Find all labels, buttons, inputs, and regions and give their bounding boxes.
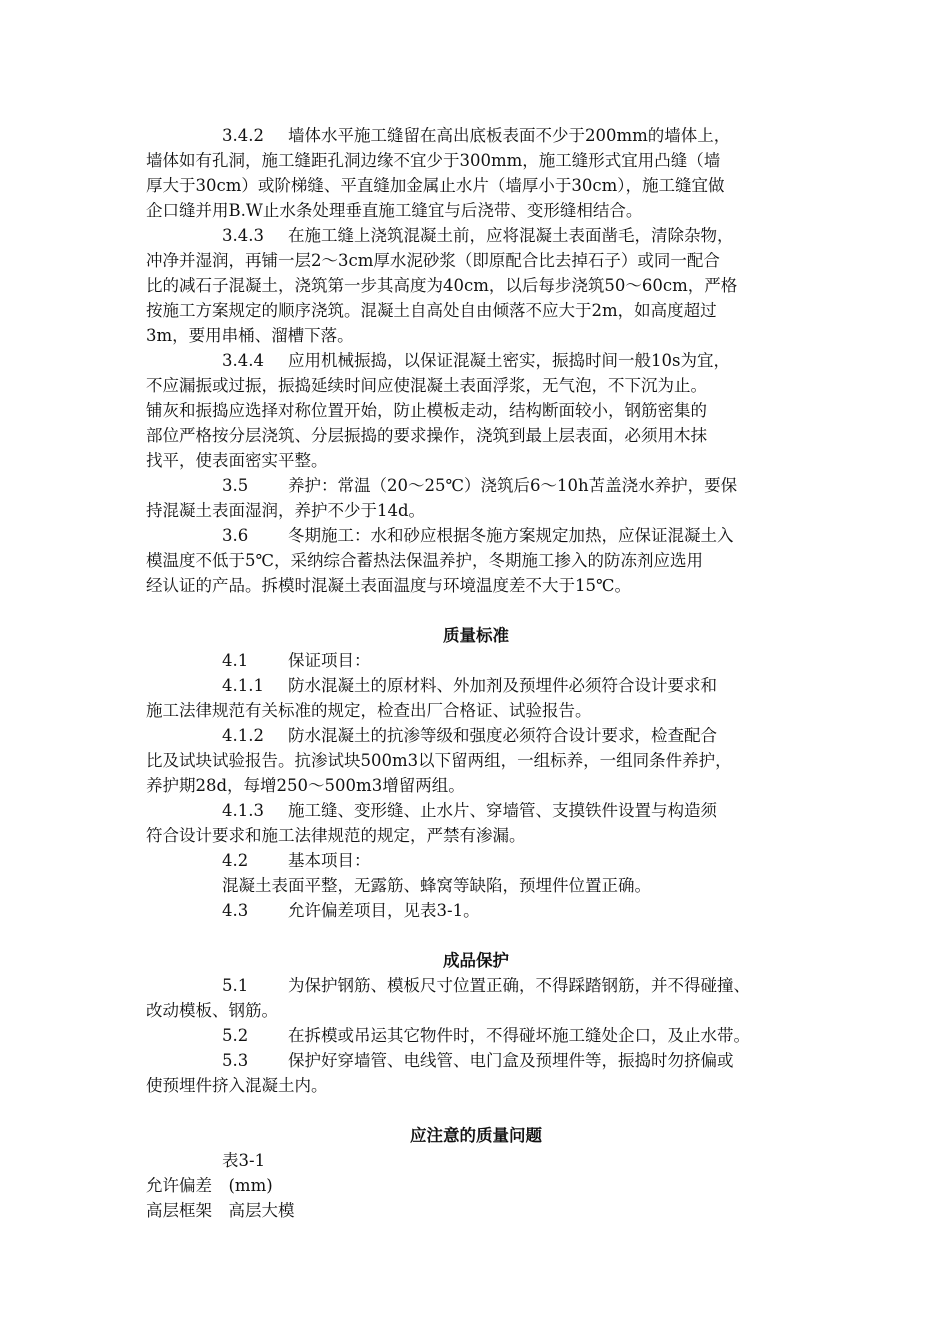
paragraph-line: 比的减石子混凝土，浇筑第一步其高度为40cm，以后每步浇筑50～60cm，严格 <box>146 276 738 295</box>
paragraph-line: 冲净并湿润，再铺一层2～3cm厚水泥砂浆（即原配合比去掉石子）或同一配合 <box>146 251 720 270</box>
paragraph-line: 比及试块试验报告。抗渗试块500m3以下留两组，一组标养，一组同条件养护， <box>146 751 732 770</box>
paragraph-line <box>222 974 750 998</box>
section-heading-quality: 质量标准 <box>443 626 509 645</box>
section-number: 4.1.3 <box>222 801 264 820</box>
paragraph-line <box>222 124 730 148</box>
paragraph-line <box>222 899 480 923</box>
paragraph-text: 应用机械振捣，以保证混凝土密实，振捣时间一般10s为宜， <box>288 351 730 370</box>
paragraph-text: 允许偏差项目，见表3-1。 <box>288 901 480 920</box>
paragraph-line: 施工法律规范有关标准的规定，检查出厂合格证、试验报告。 <box>146 701 592 720</box>
paragraph-line <box>222 1049 734 1073</box>
section-number: 5.1 <box>222 976 249 995</box>
paragraph-text: 保护好穿墙管、电线管、电门盒及预埋件等，振捣时勿挤偏或 <box>288 1051 734 1070</box>
section-number: 5.3 <box>222 1051 249 1070</box>
paragraph-line: 3m，要用串桶、溜槽下落。 <box>146 326 354 345</box>
paragraph-text: 墙体水平施工缝留在高出底板表面不少于200mm的墙体上， <box>288 126 731 145</box>
paragraph-text: 为保护钢筋、模板尺寸位置正确，不得踩踏钢筋，并不得碰撞、 <box>288 976 750 995</box>
section-number: 3.4.2 <box>222 126 264 145</box>
section-number: 4.1 <box>222 651 249 670</box>
paragraph-text: 基本项目： <box>288 851 371 870</box>
section-number: 3.6 <box>222 526 249 545</box>
section-number: 4.1.2 <box>222 726 264 745</box>
section-heading-issues: 应注意的质量问题 <box>410 1126 542 1145</box>
paragraph-line: 符合设计要求和施工法律规范的规定，严禁有渗漏。 <box>146 826 526 845</box>
paragraph-line: 改动模板、钢筋。 <box>146 1001 278 1020</box>
paragraph-line <box>222 849 371 873</box>
table-caption: 表3-1 <box>222 1151 266 1170</box>
section-number: 4.1.1 <box>222 676 264 695</box>
paragraph-line: 模温度不低于5℃，采纳综合蓄热法保温养护，冬期施工掺入的防冻剂应选用 <box>146 551 703 570</box>
paragraph-line: 找平，使表面密实平整。 <box>146 451 328 470</box>
paragraph-line <box>222 799 717 823</box>
section-heading-protection: 成品保护 <box>443 951 509 970</box>
paragraph-line: 持混凝土表面湿润，养护不少于14d。 <box>146 501 426 520</box>
paragraph-line: 混凝土表面平整，无露筋、蜂窝等缺陷，预埋件位置正确。 <box>222 876 651 895</box>
paragraph-line <box>222 349 730 373</box>
section-number: 3.4.4 <box>222 351 264 370</box>
paragraph-line <box>222 724 717 748</box>
paragraph-line: 厚大于30cm）或阶梯缝、平直缝加金属止水片（墙厚小于30cm），施工缝宜做 <box>146 176 725 195</box>
paragraph-text: 防水混凝土的原材料、外加剂及预埋件必须符合设计要求和 <box>288 676 717 695</box>
paragraph-line: 不应漏振或过振，振捣延续时间应使混凝土表面浮浆，无气泡，不下沉为止。 <box>146 376 707 395</box>
paragraph-text: 在施工缝上浇筑混凝土前，应将混凝土表面凿毛，清除杂物， <box>288 226 734 245</box>
paragraph-line <box>222 224 734 248</box>
paragraph-line: 部位严格按分层浇筑、分层振捣的要求操作，浇筑到最上层表面，必须用木抹 <box>146 426 707 445</box>
table-header-line: 允许偏差 (mm) <box>146 1176 273 1195</box>
paragraph-text: 冬期施工：水和砂应根据冬施方案规定加热，应保证混凝土入 <box>288 526 734 545</box>
paragraph-line: 按施工方案规定的顺序浇筑。混凝土自高处自由倾落不应大于2m，如高度超过 <box>146 301 717 320</box>
section-number: 3.4.3 <box>222 226 264 245</box>
section-number: 4.3 <box>222 901 249 920</box>
paragraph-line: 养护期28d，每增250～500m3增留两组。 <box>146 776 465 795</box>
section-number: 3.5 <box>222 476 249 495</box>
paragraph-line: 铺灰和振捣应选择对称位置开始，防止模板走动，结构断面较小，钢筋密集的 <box>146 401 707 420</box>
paragraph-line <box>222 524 734 548</box>
paragraph-line: 企口缝并用B.W止水条处理垂直施工缝宜与后浇带、变形缝相结合。 <box>146 201 643 220</box>
table-header-line: 高层框架 高层大模 <box>146 1201 295 1220</box>
paragraph-line: 经认证的产品。拆模时混凝土表面温度与环境温度差不大于15℃。 <box>146 576 631 595</box>
paragraph-text: 保证项目： <box>288 651 371 670</box>
paragraph-line <box>222 674 717 698</box>
section-number: 4.2 <box>222 851 249 870</box>
paragraph-line: 墙体如有孔洞，施工缝距孔洞边缘不宜少于300mm，施工缝形式宜用凸缝（墙 <box>146 151 721 170</box>
paragraph-line <box>222 474 737 498</box>
paragraph-line <box>222 1024 750 1048</box>
paragraph-text: 防水混凝土的抗渗等级和强度必须符合设计要求，检查配合 <box>288 726 717 745</box>
paragraph-text: 在拆模或吊运其它物件时，不得碰坏施工缝处企口，及止水带。 <box>288 1026 750 1045</box>
paragraph-text: 施工缝、变形缝、止水片、穿墙管、支摸铁件设置与构造须 <box>288 801 717 820</box>
paragraph-line: 使预埋件挤入混凝土内。 <box>146 1076 328 1095</box>
section-number: 5.2 <box>222 1026 249 1045</box>
paragraph-line <box>222 649 371 673</box>
paragraph-text: 养护：常温（20～25℃）浇筑后6～10h苫盖浇水养护，要保 <box>288 476 738 495</box>
